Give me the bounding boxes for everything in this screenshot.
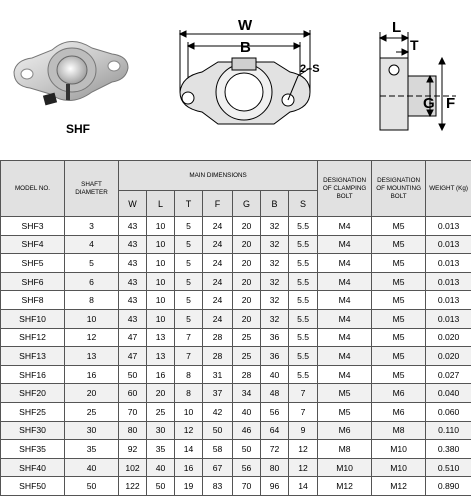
table-cell: 10 xyxy=(65,309,119,328)
label-w: W xyxy=(238,17,253,34)
table-cell: M5 xyxy=(318,402,372,421)
table-cell: 12 xyxy=(65,328,119,347)
header-clamping-bolt: DESIGNATION OF CLAMPING BOLT xyxy=(318,161,372,217)
header-shaft: SHAFT DIAMETER xyxy=(65,161,119,217)
product-photo xyxy=(0,0,140,120)
table-cell: 5.5 xyxy=(289,328,318,347)
table-cell: M4 xyxy=(318,365,372,384)
table-cell: 20 xyxy=(233,217,261,236)
table-cell: 43 xyxy=(119,272,147,291)
table-cell: 5 xyxy=(175,217,203,236)
table-cell: 28 xyxy=(203,328,233,347)
table-cell: 12 xyxy=(175,421,203,440)
table-cell: SHF25 xyxy=(1,402,65,421)
table-cell: 13 xyxy=(147,328,175,347)
table-cell: M8 xyxy=(318,440,372,459)
table-cell: SHF3 xyxy=(1,217,65,236)
table-cell: SHF50 xyxy=(1,477,65,496)
table-cell: 5 xyxy=(65,254,119,273)
table-cell: 40 xyxy=(65,458,119,477)
table-row xyxy=(1,217,471,236)
table-cell: 0.060 xyxy=(426,402,471,421)
table-cell: 43 xyxy=(119,235,147,254)
table-row xyxy=(1,309,471,328)
table-cell: 70 xyxy=(233,477,261,496)
table-cell: SHF4 xyxy=(1,235,65,254)
header-dim-g: G xyxy=(233,191,261,217)
front-view-drawing xyxy=(160,0,340,158)
table-cell: 14 xyxy=(289,477,318,496)
table-cell: 25 xyxy=(233,328,261,347)
table-cell: 47 xyxy=(119,328,147,347)
table-cell: M10 xyxy=(318,458,372,477)
table-row xyxy=(1,440,471,459)
table-cell: 19 xyxy=(175,477,203,496)
table-cell: M4 xyxy=(318,347,372,366)
table-cell: 20 xyxy=(65,384,119,403)
header-main-dimensions: MAIN DIMENSIONS xyxy=(119,161,318,191)
table-cell: 0.013 xyxy=(426,235,471,254)
table-cell: 14 xyxy=(175,440,203,459)
table-cell: M5 xyxy=(318,384,372,403)
table-cell: 50 xyxy=(147,477,175,496)
header-dim-l: L xyxy=(147,191,175,217)
label-f: F xyxy=(446,95,455,112)
table-cell: 7 xyxy=(289,402,318,421)
table-cell: 25 xyxy=(233,347,261,366)
table-cell: M5 xyxy=(372,309,426,328)
table-cell: 20 xyxy=(147,384,175,403)
table-cell: 0.013 xyxy=(426,291,471,310)
table-cell: 16 xyxy=(175,458,203,477)
table-cell: 36 xyxy=(261,347,289,366)
table-cell: 10 xyxy=(175,402,203,421)
table-cell: M5 xyxy=(372,328,426,347)
table-cell: M5 xyxy=(372,217,426,236)
table-cell: 58 xyxy=(203,440,233,459)
table-cell: 6 xyxy=(65,272,119,291)
table-cell: M5 xyxy=(372,365,426,384)
table-cell: 40 xyxy=(261,365,289,384)
table-cell: 0.040 xyxy=(426,384,471,403)
table-cell: 46 xyxy=(233,421,261,440)
header-dim-s: S xyxy=(289,191,318,217)
table-cell: 43 xyxy=(119,217,147,236)
table-cell: 30 xyxy=(147,421,175,440)
header-mounting-bolt: DESIGNATION OF MOUNTING BOLT xyxy=(372,161,426,217)
table-row xyxy=(1,347,471,366)
table-row xyxy=(1,272,471,291)
table-cell: 0.027 xyxy=(426,365,471,384)
table-row xyxy=(1,254,471,273)
side-view-drawing xyxy=(360,0,470,158)
table-cell: 0.013 xyxy=(426,254,471,273)
table-cell: 13 xyxy=(65,347,119,366)
table-cell: 5.5 xyxy=(289,272,318,291)
table-cell: 25 xyxy=(65,402,119,421)
table-cell: 5 xyxy=(175,291,203,310)
table-cell: 96 xyxy=(261,477,289,496)
table-cell: M5 xyxy=(372,254,426,273)
table-cell: 47 xyxy=(119,347,147,366)
table-cell: 92 xyxy=(119,440,147,459)
table-cell: 50 xyxy=(65,477,119,496)
table-cell: 28 xyxy=(203,347,233,366)
table-cell: M12 xyxy=(372,477,426,496)
table-cell: 102 xyxy=(119,458,147,477)
table-cell: 5.5 xyxy=(289,347,318,366)
table-cell: 80 xyxy=(261,458,289,477)
table-cell: 5.5 xyxy=(289,309,318,328)
table-cell: 35 xyxy=(147,440,175,459)
table-cell: 80 xyxy=(119,421,147,440)
table-cell: SHF13 xyxy=(1,347,65,366)
table-row xyxy=(1,365,471,384)
table-cell: 5.5 xyxy=(289,217,318,236)
table-cell: M4 xyxy=(318,217,372,236)
table-cell: 56 xyxy=(233,458,261,477)
table-cell: M10 xyxy=(372,440,426,459)
table-cell: 40 xyxy=(233,402,261,421)
table-cell: 83 xyxy=(203,477,233,496)
table-cell: 56 xyxy=(261,402,289,421)
table-cell: 9 xyxy=(289,421,318,440)
label-t: T xyxy=(410,37,419,53)
product-label: SHF xyxy=(66,122,90,136)
table-cell: 50 xyxy=(119,365,147,384)
table-cell: 7 xyxy=(175,347,203,366)
table-cell: M4 xyxy=(318,291,372,310)
table-row xyxy=(1,291,471,310)
table-cell: 10 xyxy=(147,291,175,310)
table-cell: 64 xyxy=(261,421,289,440)
table-cell: 20 xyxy=(233,291,261,310)
table-cell: SHF5 xyxy=(1,254,65,273)
table-cell: 0.110 xyxy=(426,421,471,440)
table-cell: 8 xyxy=(175,384,203,403)
table-cell: 0.013 xyxy=(426,217,471,236)
table-cell: 25 xyxy=(147,402,175,421)
table-cell: 50 xyxy=(203,421,233,440)
table-cell: M8 xyxy=(372,421,426,440)
table-row xyxy=(1,421,471,440)
table-cell: M6 xyxy=(372,402,426,421)
table-cell: 20 xyxy=(233,309,261,328)
table-cell: M4 xyxy=(318,254,372,273)
table-cell: SHF8 xyxy=(1,291,65,310)
table-cell: 32 xyxy=(261,309,289,328)
table-cell: 0.020 xyxy=(426,347,471,366)
table-cell: M6 xyxy=(318,421,372,440)
header-dim-f: F xyxy=(203,191,233,217)
table-cell: M10 xyxy=(372,458,426,477)
table-cell: 10 xyxy=(147,254,175,273)
table-cell: 5 xyxy=(175,309,203,328)
table-cell: 20 xyxy=(233,254,261,273)
table-cell: 16 xyxy=(147,365,175,384)
table-cell: 20 xyxy=(233,235,261,254)
table-cell: 20 xyxy=(233,272,261,291)
table-cell: 5 xyxy=(175,235,203,254)
table-cell: 8 xyxy=(65,291,119,310)
header-dim-b: B xyxy=(261,191,289,217)
header-dim-w: W xyxy=(119,191,147,217)
table-cell: 24 xyxy=(203,309,233,328)
table-cell: M5 xyxy=(372,347,426,366)
table-cell: M5 xyxy=(372,291,426,310)
table-cell: 70 xyxy=(119,402,147,421)
table-cell: 28 xyxy=(233,365,261,384)
table-cell: SHF12 xyxy=(1,328,65,347)
table-cell: SHF30 xyxy=(1,421,65,440)
table-cell: SHF6 xyxy=(1,272,65,291)
table-cell: 60 xyxy=(119,384,147,403)
table-cell: 31 xyxy=(203,365,233,384)
table-cell: 4 xyxy=(65,235,119,254)
table-cell: M4 xyxy=(318,235,372,254)
header-weight: WEIGHT (Kg) xyxy=(426,161,471,217)
table-cell: 35 xyxy=(65,440,119,459)
table-cell: 30 xyxy=(65,421,119,440)
table-cell: 12 xyxy=(289,440,318,459)
table-cell: M4 xyxy=(318,328,372,347)
table-row xyxy=(1,328,471,347)
table-cell: 0.380 xyxy=(426,440,471,459)
table-cell: SHF10 xyxy=(1,309,65,328)
table-cell: 3 xyxy=(65,217,119,236)
table-row xyxy=(1,235,471,254)
label-g: G xyxy=(423,95,435,112)
table-cell: 72 xyxy=(261,440,289,459)
table-row xyxy=(1,384,471,403)
table-cell: 10 xyxy=(147,272,175,291)
table-cell: 40 xyxy=(147,458,175,477)
table-cell: 5 xyxy=(175,254,203,273)
table-cell: 67 xyxy=(203,458,233,477)
table-cell: 43 xyxy=(119,254,147,273)
table-cell: 37 xyxy=(203,384,233,403)
table-cell: 34 xyxy=(233,384,261,403)
table-cell: M5 xyxy=(372,235,426,254)
table-cell: SHF16 xyxy=(1,365,65,384)
table-cell: 5.5 xyxy=(289,291,318,310)
table-row xyxy=(1,402,471,421)
table-cell: 122 xyxy=(119,477,147,496)
table-cell: 10 xyxy=(147,309,175,328)
table-cell: 50 xyxy=(233,440,261,459)
table-cell: 0.510 xyxy=(426,458,471,477)
table-cell: 24 xyxy=(203,291,233,310)
table-cell: 10 xyxy=(147,235,175,254)
table-cell: 5.5 xyxy=(289,254,318,273)
table-cell: 5 xyxy=(175,272,203,291)
table-cell: 48 xyxy=(261,384,289,403)
table-cell: 43 xyxy=(119,309,147,328)
table-cell: 24 xyxy=(203,272,233,291)
label-b: B xyxy=(240,39,251,56)
table-cell: SHF40 xyxy=(1,458,65,477)
table-cell: 0.890 xyxy=(426,477,471,496)
table-cell: 8 xyxy=(175,365,203,384)
table-cell: 32 xyxy=(261,254,289,273)
table-cell: M6 xyxy=(372,384,426,403)
table-cell: 7 xyxy=(289,384,318,403)
table-cell: M4 xyxy=(318,272,372,291)
header-dim-t: T xyxy=(175,191,203,217)
table-cell: 24 xyxy=(203,217,233,236)
table-cell: 32 xyxy=(261,272,289,291)
table-cell: 5.5 xyxy=(289,235,318,254)
table-cell: 0.013 xyxy=(426,272,471,291)
table-cell: 32 xyxy=(261,291,289,310)
table-cell: 43 xyxy=(119,291,147,310)
table-cell: 10 xyxy=(147,217,175,236)
label-2s: 2–S xyxy=(300,63,320,75)
table-cell: 0.013 xyxy=(426,309,471,328)
table-cell: 12 xyxy=(289,458,318,477)
table-cell: 32 xyxy=(261,235,289,254)
table-cell: 13 xyxy=(147,347,175,366)
table-cell: 5.5 xyxy=(289,365,318,384)
table-cell: M4 xyxy=(318,309,372,328)
header-model: MODEL NO. xyxy=(1,161,65,217)
label-l: L xyxy=(392,19,401,36)
table-body xyxy=(1,217,471,496)
dimensions-table xyxy=(0,160,471,496)
table-cell: 42 xyxy=(203,402,233,421)
table-cell: SHF35 xyxy=(1,440,65,459)
table-cell: 24 xyxy=(203,254,233,273)
table-row xyxy=(1,458,471,477)
table-cell: 16 xyxy=(65,365,119,384)
table-cell: M5 xyxy=(372,272,426,291)
table-row xyxy=(1,477,471,496)
table-cell: M12 xyxy=(318,477,372,496)
table-cell: 36 xyxy=(261,328,289,347)
table-cell: 24 xyxy=(203,235,233,254)
table-cell: SHF20 xyxy=(1,384,65,403)
table-cell: 0.020 xyxy=(426,328,471,347)
table-cell: 7 xyxy=(175,328,203,347)
table-cell: 32 xyxy=(261,217,289,236)
product-drawings xyxy=(0,0,471,160)
